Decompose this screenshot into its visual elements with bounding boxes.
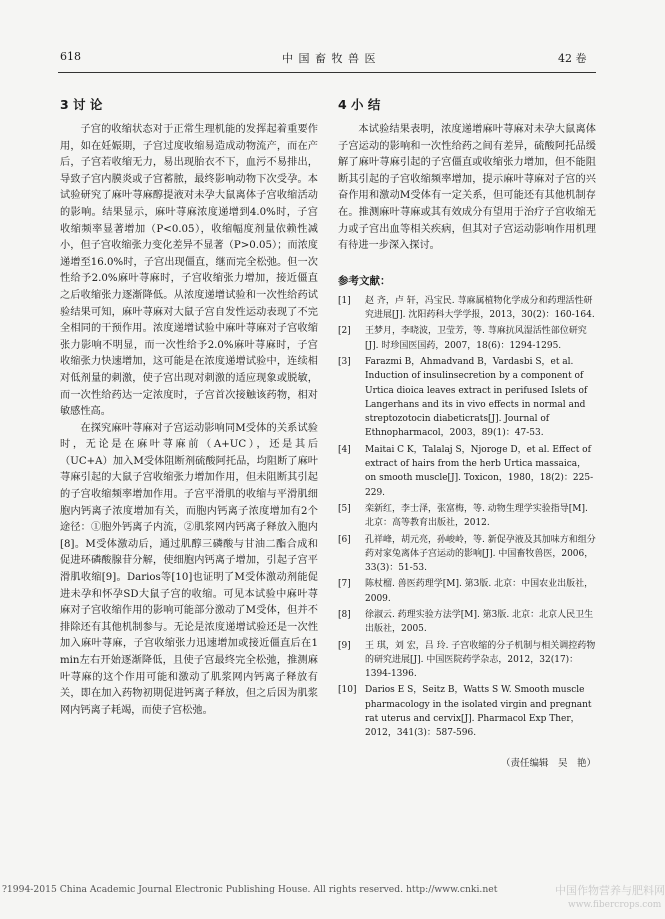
reference-number: [8]	[338, 609, 351, 620]
reference-text: 王梦月，李晓波，卫莹芳，等. 荨麻抗风湿活性部位研究[J]. 时珍国医国药，2007，18(6)：1294-1295.	[365, 326, 587, 351]
discussion-heading: 3 讨 论	[60, 97, 103, 112]
reference-text: 孔祥峰，胡元亮，孙峻岭，等. 新促孕液及其加味方和组分药对家兔离体子宫运动的影响[J]. 中国畜牧兽医，2006，33(3)：51-53.	[365, 534, 596, 574]
reference-text: 栾新红，李士泽，张富梅，等. 动物生理学实验指导[M]. 北京：高等教育出版社，2012.	[365, 503, 588, 529]
reference-item	[338, 577, 596, 606]
reference-item	[338, 294, 596, 323]
reference-number: [4]	[338, 444, 351, 455]
left-column	[60, 95, 318, 719]
watermark-logo-text: 中国作物营养与肥料网	[555, 884, 665, 897]
reference-number: [2]	[338, 326, 351, 337]
conclusion-heading: 4 小 结	[338, 97, 381, 112]
reference-number: [5]	[338, 503, 351, 514]
reference-number: [6]	[338, 534, 351, 545]
reference-item	[338, 683, 596, 740]
discussion-paragraph: 子宫的收缩状态对于正常生理机能的发挥起着重要作用，如在妊娠期，子宫过度收缩易造成动物流产，而在产后，子宫若收缩无力，易出现胎衣不下，血污不易排出，导致子宫内膜炎或子宫蓄脓，最终影响动物下次受孕。本试验研究了麻叶荨麻醇提液对未孕大鼠离体子宫收缩活动的影响。结果显示，麻叶荨麻浓度递增到4.0%时，子宫收缩频率显著增加（P<0.05），收缩幅度剂量依赖性减小，但子宫收缩张力变化差异不显著（P>0.05）；而浓度递增至16.0%时，子宫出现僵直，继而完全松弛。但一次性给予2.0%麻叶荨麻时，子宫收缩张力增加，接近僵直之后收缩张力逐渐降低。从浓度递增试验和一次性给药试验结果可知，麻叶荨麻对大鼠子宫自发性运动表现了不完全相同的干预作用。浓度递增试验中麻叶荨麻对子宫收缩张力影响不明显，而一次性给予2.0%麻叶荨麻时，子宫收缩张力快速增加，这可能是在浓度递增试验中，连续相对低剂量的刺激，使子宫出现对刺激的适应现象或脱敏，而一次性给药达一定浓度时，子宫首次接触该药物，相对敏感性高。	[60, 124, 318, 418]
reference-text: 王 琪，刘 宏，吕 玲. 子宫收缩的分子机制与相关调控药物的研究进展[J]. 中国医院药学杂志，2012，32(17)：1394-1396.	[365, 640, 596, 680]
reference-item	[338, 533, 596, 576]
reference-item	[338, 502, 596, 531]
copyright-footer: ?1994-2015 China Academic Journal Electronic Publishing House. All rights reserved. http://www.cnki.net	[2, 884, 498, 895]
reference-item	[338, 324, 596, 353]
reference-number: [10]	[338, 685, 357, 696]
reference-number: [1]	[338, 295, 351, 306]
conclusion-paragraph: 本试验结果表明，浓度递增麻叶荨麻对未孕大鼠离体子宫运动的影响和一次性给药之间有差异，硫酸阿托品缓解了麻叶荨麻引起的子宫僵直或收缩张力增加，但不能阻断其引起的子宫收缩频率增加，提示麻叶荨麻对子宫的兴奋作用和激动M受体有一定关系，但可能还有其他机制存在。推测麻叶荨麻或其有效成分有望用于治疗子宫收缩无力或子宫出血等相关疾病，但其对子宫运动影响作用机理有待进一步深入探讨。	[338, 124, 596, 252]
reference-text: Darios E S，Seitz B，Watts S W. Smooth muscle pharmacology in the isolated virgin and pregnant rat uterus and cervix[J]. Pharmacol Exp Ther，2012，341(3)：587-596.	[365, 685, 592, 739]
reference-item	[338, 443, 596, 500]
header-rule	[58, 72, 596, 73]
responsible-editor: （责任编辑 吴 艳）	[500, 757, 596, 769]
watermark-url: www.fibercrops.com	[568, 900, 662, 910]
reference-text: 赵 齐，卢 轩，冯宝民. 荨麻属植物化学成分和药理活性研究进展[J]. 沈阳药科大学学报，2013，30(2)：160-164.	[365, 295, 595, 321]
journal-title: 中 国 畜 牧 兽 医	[282, 52, 377, 65]
reference-item	[338, 639, 596, 682]
volume-label: 42 卷	[558, 52, 587, 65]
reference-number: [9]	[338, 640, 351, 651]
reference-number: [7]	[338, 579, 351, 590]
reference-number: [3]	[338, 356, 351, 367]
reference-text: 陈杖榴. 兽医药理学[M]. 第3版. 北京：中国农业出版社，2009.	[365, 579, 594, 604]
discussion-paragraph: 在探究麻叶荨麻对子宫运动影响同M受体的关系试验时，无论是在麻叶荨麻前（A+UC），还是其后（UC+A）加入M受体阻断剂硫酸阿托品，均阻断了麻叶荨麻引起的大鼠子宫收缩张力增加作用，但未阻断其引起的子宫收缩频率增加作用。子宫平滑肌的收缩与平滑肌细胞内钙离子浓度增加有关，而胞内钙离子浓度增加有2个途径：①胞外钙离子内流，②肌浆网内钙离子释放入胞内[8]。M受体激动后，通过肌醇三磷酸与甘油二酯合成和促进环磷酸腺苷分解，使细胞内钙离子增加，引起子宫平滑肌收缩[9]。Darios等[10]也证明了M受体激动剂能促进未孕和怀孕SD大鼠子宫的收缩。可见本试验中麻叶荨麻对子宫收缩作用的影响可能部分激动了M受体，但并不排除还有其他机制参与。无论是浓度递增试验还是一次性加入麻叶荨麻，子宫收缩张力迅速增加或接近僵直后在1 min左右开始逐渐降低，且使子宫最终完全松弛，推测麻叶荨麻的这个作用可能和激动了肌浆网内钙离子释放有关，即在加入药物初期促进钙离子释放，但之后因为肌浆网内钙离子耗竭，而使子宫松弛。	[60, 422, 318, 716]
right-column	[338, 95, 596, 769]
reference-item	[338, 608, 596, 637]
reference-text: Maitai C K，Talalaj S，Njoroge D，et al. Effect of extract of hairs from the herb Urtica massaica，on smooth muscle[J]. Toxicon，1980，18(2)：225-229.	[365, 444, 594, 498]
references-heading: 参考文献：	[338, 274, 391, 287]
reference-text: Farazmi B，Ahmadvand B，Vardasbi S，et al. Induction of insulinsecretion by a component of Urtica dioica leaves extract in perifused Islets of Langerhans and its in vivo effects in normal and streptozotocin diabeticrats[J]. Journal of Ethnopharmacol，2003，89(1)：47-53.	[365, 356, 588, 439]
reference-list	[338, 294, 596, 741]
reference-item	[338, 355, 596, 441]
page-number: 618	[60, 50, 81, 63]
reference-text: 徐淑云. 药理实验方法学[M]. 第3版. 北京：北京人民卫生出版社，2005.	[365, 609, 594, 635]
